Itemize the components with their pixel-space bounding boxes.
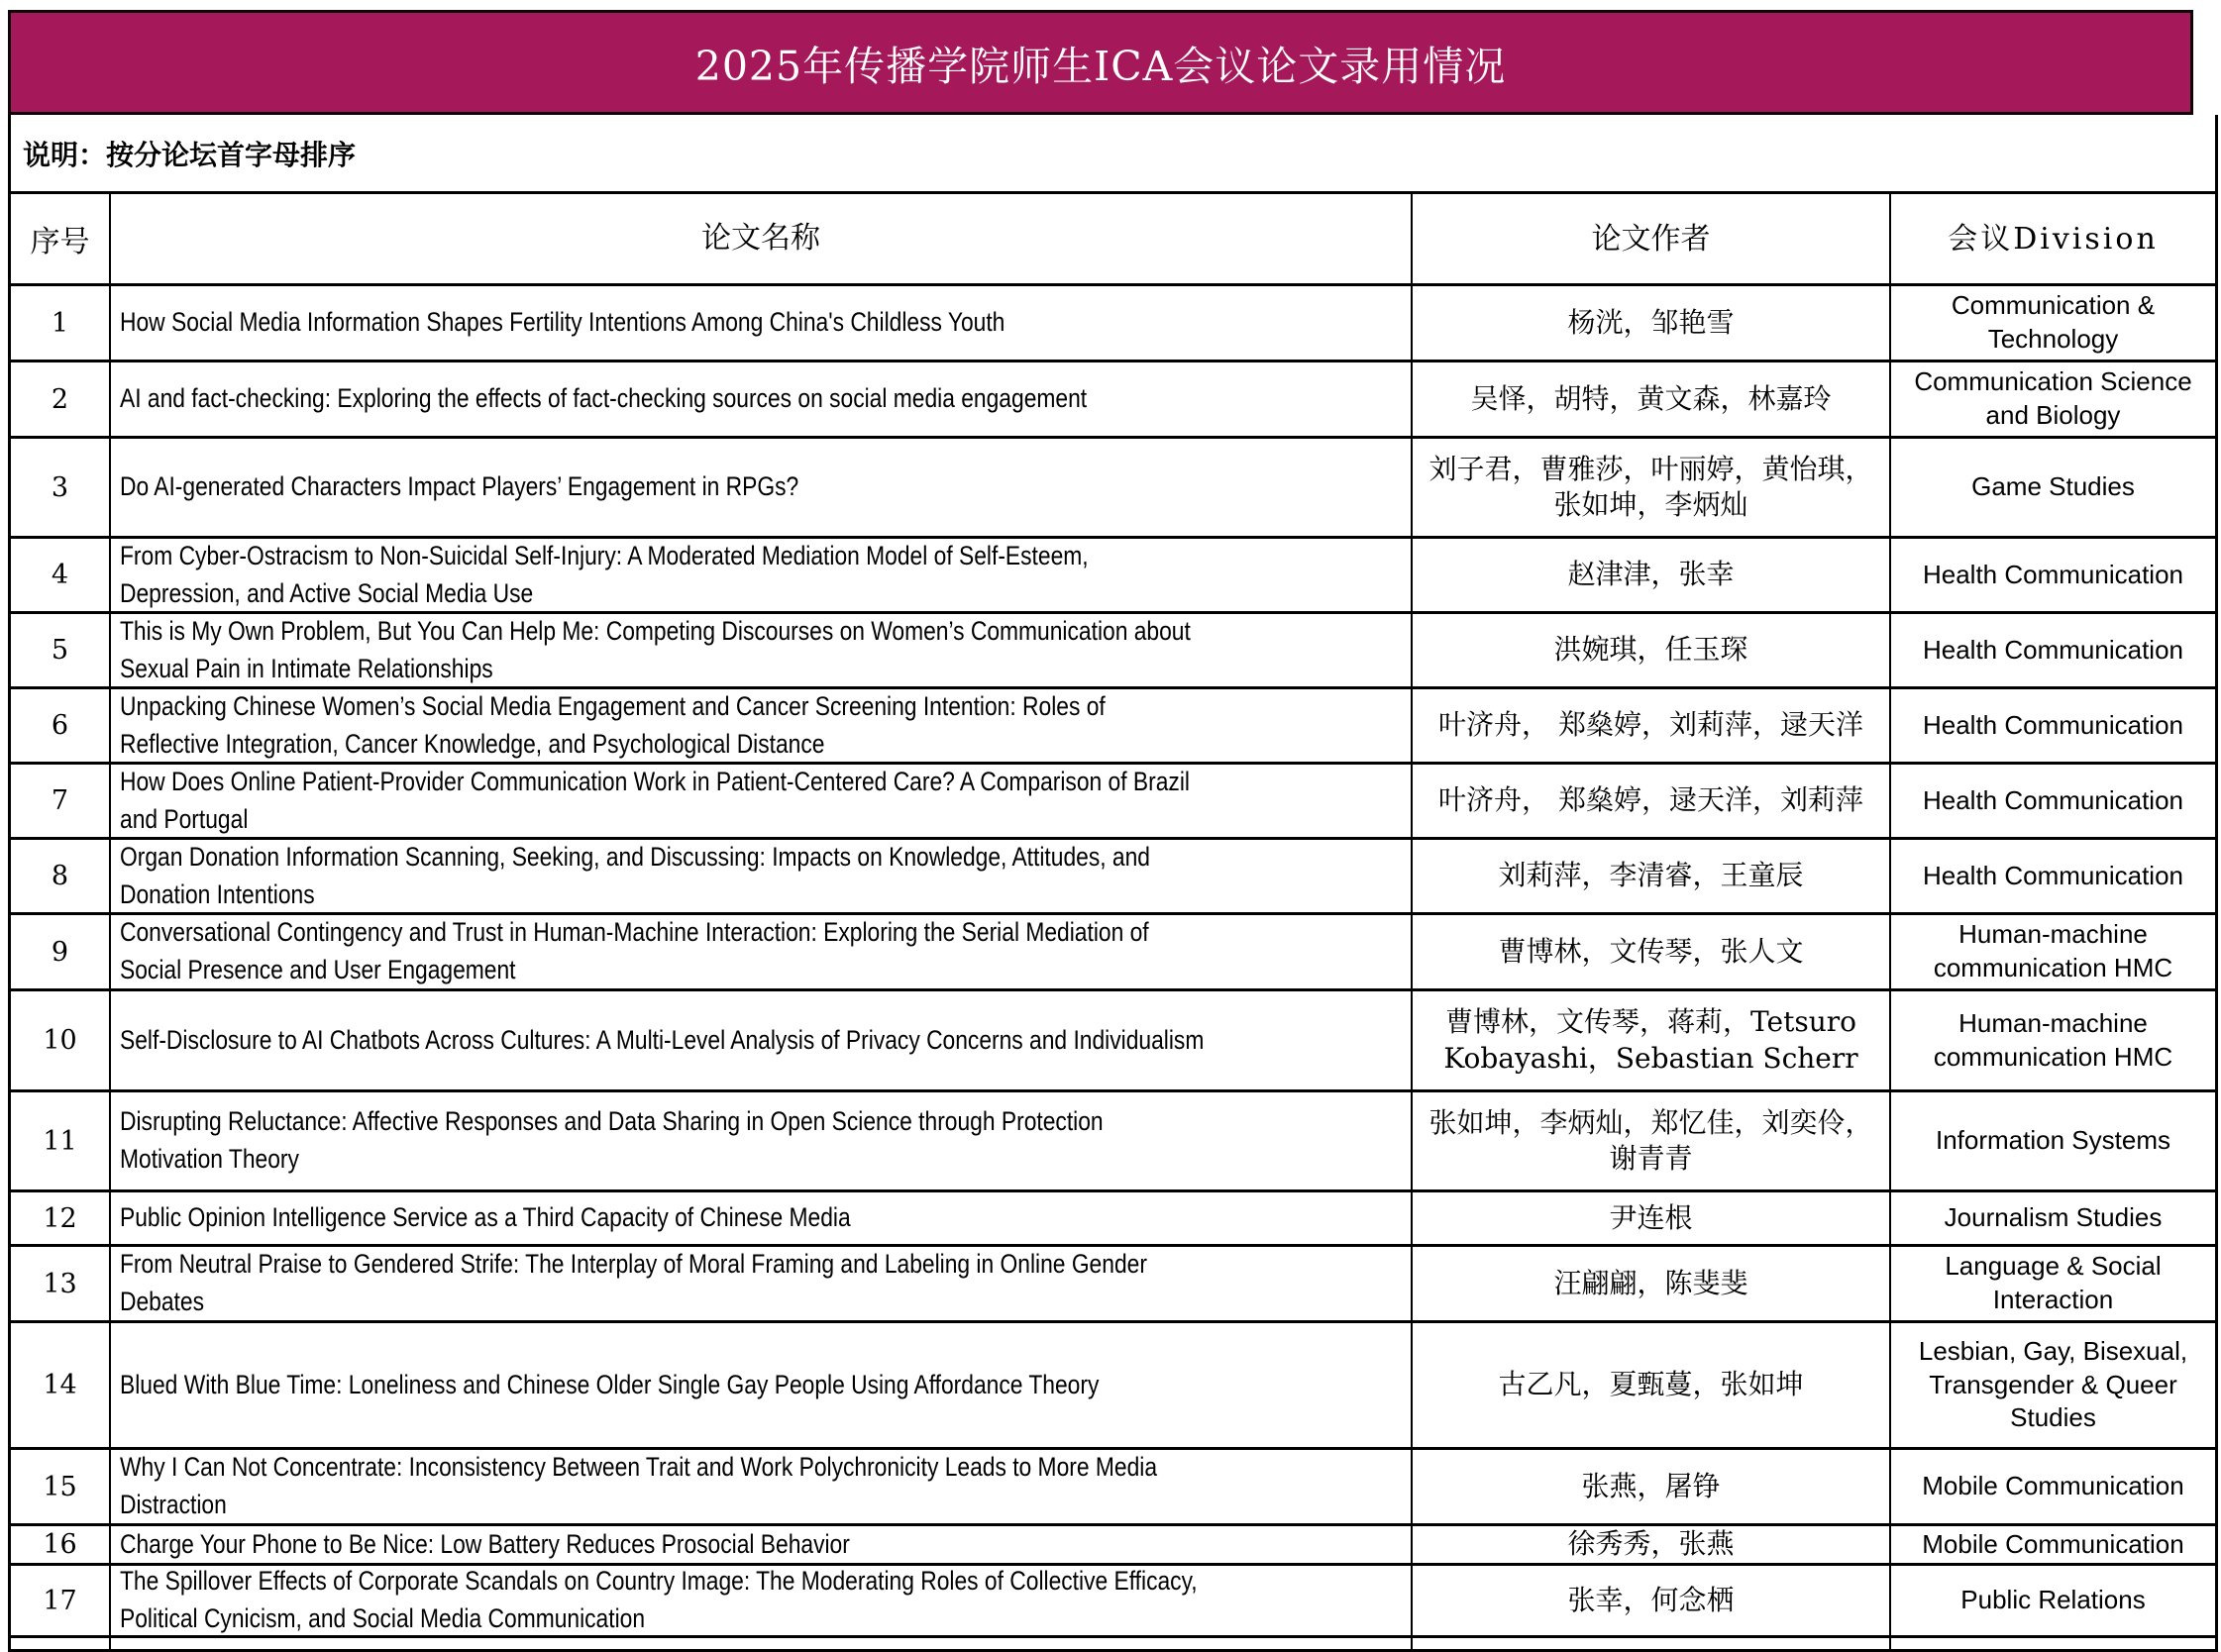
empty-row (11, 1635, 2215, 1649)
division-cell: Journalism Studies (1889, 1192, 2215, 1244)
paper-authors-cell: 叶济舟， 郑燊婷，刘莉萍，逯天洋 (1411, 689, 1889, 762)
paper-authors-cell: 古乙凡，夏甄蔓，张如坤 (1411, 1323, 1889, 1447)
table-row (11, 686, 2215, 762)
paper-authors-cell: 徐秀秀，张燕 (1411, 1526, 1889, 1563)
paper-authors-cell: 曹博林，文传琴，张人文 (1411, 915, 1889, 988)
paper-authors-cell: 赵津津，张幸 (1411, 539, 1889, 611)
paper-title-cell: The Spillover Effects of Corporate Scandals on Country Image: The Moderating Roles of Collective Efficacy, Political Cynicism, and Social Media Communication (109, 1566, 1411, 1635)
header-title: 论文名称 (109, 194, 1411, 283)
division-cell: Health Communication (1889, 840, 2215, 912)
row-index-cell: 12 (43, 1202, 77, 1234)
row-index-cell: 4 (51, 560, 69, 590)
row-index-cell: 7 (51, 785, 69, 816)
note-row (8, 115, 2218, 191)
table-row (11, 283, 2215, 360)
paper-title-cell: This is My Own Problem, But You Can Help Me: Competing Discourses on Women’s Communication about Sexual Pain in Intimate Relationships (109, 614, 1411, 686)
paper-authors-cell: 刘子君，曹雅莎，叶丽婷，黄怡琪，张如坤，李炳灿 (1411, 439, 1889, 536)
division-cell: Human-machine communication HMC (1889, 991, 2215, 1089)
row-index-cell: 16 (43, 1529, 77, 1560)
paper-authors-cell: 张幸，何念栖 (1411, 1566, 1889, 1635)
table-row (11, 1320, 2215, 1447)
table-row (11, 1523, 2215, 1563)
note-text: 说明：按分论坛首字母排序 (23, 139, 357, 170)
table-row (11, 1563, 2215, 1635)
division-cell: Communication & Technology (1889, 286, 2215, 360)
paper-title-cell: Organ Donation Information Scanning, Seeking, and Discussing: Impacts on Knowledge, Attitudes, and Donation Intentions (109, 840, 1411, 912)
division-cell: Language & Social Interaction (1889, 1247, 2215, 1320)
division-cell: Mobile Communication (1889, 1450, 2215, 1523)
row-index-cell: 1 (51, 307, 69, 339)
table-row (11, 762, 2215, 837)
table-row (11, 837, 2215, 912)
paper-title-cell: Do AI-generated Characters Impact Players’ Engagement in RPGs? (109, 439, 1411, 536)
table-row (11, 1089, 2215, 1189)
division-cell: Human-machine communication HMC (1889, 915, 2215, 988)
division-cell: Communication Science and Biology (1889, 362, 2215, 436)
header-authors: 论文作者 (1411, 194, 1889, 283)
row-index-cell: 6 (51, 710, 69, 741)
row-index-cell: 8 (51, 861, 69, 891)
table-row (11, 988, 2215, 1089)
paper-authors-cell: 曹博林，文传琴，蒋莉，Tetsuro Kobayashi，Sebastian Scherr (1411, 991, 1889, 1089)
paper-authors-cell: 张燕，屠铮 (1411, 1450, 1889, 1523)
paper-authors-cell: 尹连根 (1411, 1192, 1889, 1244)
page-title: 2025年传播学院师生ICA会议论文录用情况 (694, 42, 1507, 90)
header-division: 会议Division (1889, 194, 2215, 283)
paper-title-cell: From Cyber-Ostracism to Non-Suicidal Self-Injury: A Moderated Mediation Model of Self-Esteem, Depression, and Active Social Media Use (109, 539, 1411, 611)
division-cell: Public Relations (1889, 1566, 2215, 1635)
row-index-cell: 11 (43, 1125, 77, 1157)
paper-authors-cell: 刘莉萍，李清睿，王童辰 (1411, 840, 1889, 912)
table-row (11, 436, 2215, 536)
paper-title-cell: Conversational Contingency and Trust in Human-Machine Interaction: Exploring the Serial Mediation of Social Presence and User Engagement (109, 915, 1411, 988)
division-cell: Health Communication (1889, 614, 2215, 686)
paper-title-cell: Unpacking Chinese Women’s Social Media Engagement and Cancer Screening Intention: Roles of Reflective Integration, Cancer Knowledge, and Psychological Distance (109, 689, 1411, 762)
paper-authors-cell: 吴怿，胡特，黄文森，林嘉玲 (1411, 362, 1889, 436)
division-cell: Health Communication (1889, 765, 2215, 837)
paper-title-cell: How Social Media Information Shapes Fertility Intentions Among China's Childless Youth (109, 286, 1411, 360)
row-index-cell: 5 (51, 635, 69, 666)
row-index-cell: 14 (43, 1370, 77, 1400)
table-row (11, 912, 2215, 988)
paper-title-cell: AI and fact-checking: Exploring the effects of fact-checking sources on social media engagement (109, 362, 1411, 436)
table-row (11, 1447, 2215, 1523)
paper-title-cell: Public Opinion Intelligence Service as a Third Capacity of Chinese Media (109, 1192, 1411, 1244)
table-row (11, 1189, 2215, 1244)
row-index-cell: 13 (43, 1268, 77, 1299)
table-header-row (11, 194, 2215, 283)
row-index-cell: 10 (43, 1025, 77, 1056)
paper-authors-cell: 汪翩翩，陈斐斐 (1411, 1247, 1889, 1320)
paper-title-cell: How Does Online Patient-Provider Communication Work in Patient-Centered Care? A Comparison of Brazil and Portugal (109, 765, 1411, 837)
table-row (11, 360, 2215, 436)
row-index-cell: 9 (51, 936, 69, 968)
row-index-cell: 3 (51, 471, 69, 503)
table-row (11, 1244, 2215, 1320)
paper-authors-cell: 杨洸，邹艳雪 (1411, 286, 1889, 360)
division-cell: Health Communication (1889, 689, 2215, 762)
paper-authors-cell: 叶济舟， 郑燊婷，逯天洋，刘莉萍 (1411, 765, 1889, 837)
table-row (11, 536, 2215, 611)
paper-title-cell: From Neutral Praise to Gendered Strife: The Interplay of Moral Framing and Labeling in Online Gender Debates (109, 1247, 1411, 1320)
paper-authors-cell: 洪婉琪，任玉琛 (1411, 614, 1889, 686)
row-index-cell: 15 (43, 1471, 77, 1502)
paper-title-cell: Disrupting Reluctance: Affective Responses and Data Sharing in Open Science through Protection Motivation Theory (109, 1092, 1411, 1189)
division-cell: Mobile Communication (1889, 1526, 2215, 1563)
paper-title-cell: Blued With Blue Time: Loneliness and Chinese Older Single Gay People Using Affordance Theory (109, 1323, 1411, 1447)
paper-title-cell: Charge Your Phone to Be Nice: Low Battery Reduces Prosocial Behavior (109, 1526, 1411, 1563)
title-banner (8, 10, 2193, 115)
row-index-cell: 2 (51, 383, 69, 415)
division-cell: Lesbian, Gay, Bisexual, Transgender & Queer Studies (1889, 1323, 2215, 1447)
table-row (11, 611, 2215, 686)
papers-table (8, 191, 2218, 1652)
header-index: 序号 (30, 225, 90, 259)
paper-authors-cell: 张如坤，李炳灿，郑忆佳，刘奕伶，谢青青 (1411, 1092, 1889, 1189)
division-cell: Game Studies (1889, 439, 2215, 536)
paper-title-cell: Why I Can Not Concentrate: Inconsistency Between Trait and Work Polychronicity Leads to More Media Distraction (109, 1450, 1411, 1523)
division-cell: Health Communication (1889, 539, 2215, 611)
division-cell: Information Systems (1889, 1092, 2215, 1189)
row-index-cell: 17 (43, 1585, 77, 1616)
paper-title-cell: Self-Disclosure to AI Chatbots Across Cultures: A Multi-Level Analysis of Privacy Concerns and Individualism (109, 991, 1411, 1089)
